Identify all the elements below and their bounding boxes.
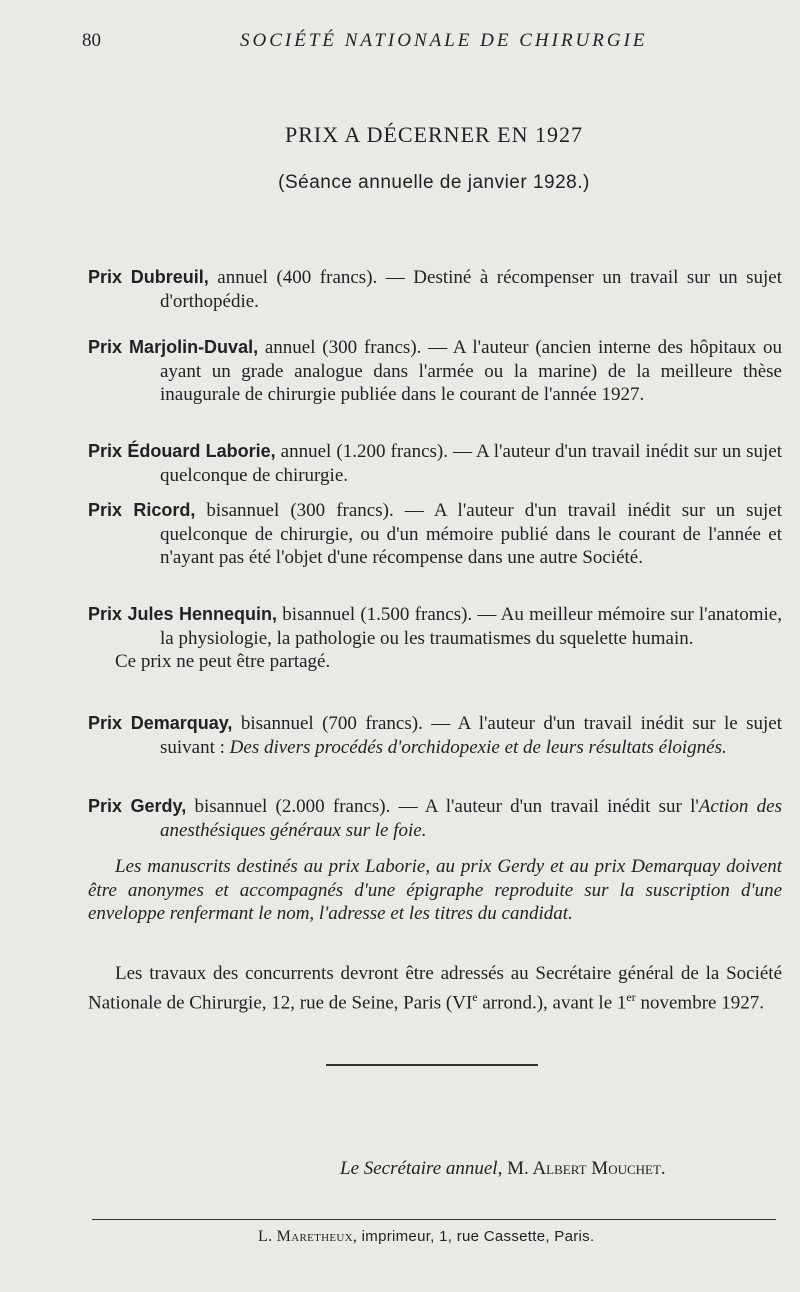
submission-text-2: arrond.), avant le 1 <box>477 991 627 1013</box>
prize-entry <box>88 499 782 570</box>
prize-entry <box>88 712 782 759</box>
signature-role: Le Secrétaire annuel, <box>340 1158 503 1179</box>
prize-name: Prix Édouard Laborie, <box>88 441 276 461</box>
date-superscript: er <box>626 989 636 1004</box>
printer-name: L. Maretheux, <box>258 1228 358 1245</box>
prize-entry <box>88 603 782 674</box>
signature-name: M. Albert Mouchet. <box>507 1158 666 1179</box>
section-subtitle: (Séance annuelle de janvier 1928.) <box>278 172 590 193</box>
printer-imprint <box>258 1228 594 1246</box>
submission-text: Les travaux des concurrents devront être adressés au Secrétaire général de la Société Nationale de Chirurgie, 12, rue de Seine, Paris (VI <box>88 963 782 1013</box>
prize-name: Prix Gerdy, <box>88 796 187 816</box>
prize-name: Prix Jules Hennequin, <box>88 604 278 624</box>
running-title: SOCIÉTÉ NATIONALE DE CHIRURGIE <box>240 30 648 51</box>
prize-name: Prix Ricord, <box>88 500 196 520</box>
prize-subject: Action des anesthésiques généraux sur le foie. <box>160 796 782 841</box>
prize-name: Prix Demarquay, <box>88 713 233 733</box>
prize-text: bisannuel (300 francs). — A l'auteur d'un travail inédit sur un sujet quelconque de chirurgie, ou d'un mémoire publié dans le courant de l'année et n'ayant pas été l'objet d'une récompense dans une autre Société. <box>160 500 783 569</box>
prize-text: annuel (300 francs). — A l'auteur (ancien interne des hôpitaux ou ayant un grade analogue dans l'armée ou la marine) de la meilleure thèse inaugurale de chirurgie publiée dans le courant de l'année 1927. <box>160 337 782 406</box>
prize-entry <box>88 795 782 842</box>
prize-text: annuel (1.200 francs). — A l'auteur d'un travail inédit sur un sujet quelconque de chirurgie. <box>160 441 783 486</box>
arrond-superscript: e <box>472 989 478 1004</box>
prize-text: bisannuel (1.500 francs). — Au meilleur mémoire sur l'anatomie, la physiologie, la pathologie ou les traumatismes du squelette humain. <box>160 604 782 649</box>
prize-note: Ce prix ne peut être partagé. <box>115 651 331 673</box>
signature <box>340 1158 666 1180</box>
prize-name: Prix Dubreuil, <box>88 267 209 287</box>
prize-entry <box>88 266 782 313</box>
page-number: 80 <box>82 30 101 51</box>
prize-subject: Des divers procédés d'orchidopexie et de leurs résultats éloignés. <box>229 736 727 758</box>
manuscripts-note: Les manuscrits destinés au prix Laborie, au prix Gerdy et au prix Demarquay doivent être anonymes et accompagnés d'une épigraphe reproduite sur la suscription d'une enveloppe renfermant le nom, l'adresse et les titres du candidat. <box>88 856 782 925</box>
submission-text-3: novembre 1927. <box>635 991 764 1013</box>
prize-text: bisannuel (2.000 francs). — A l'auteur d'un travail inédit sur l' <box>186 796 699 817</box>
printer-address: imprimeur, 1, rue Cassette, Paris. <box>357 1228 595 1245</box>
separator-rule <box>326 1064 538 1066</box>
footer-rule <box>92 1219 776 1220</box>
prize-text: annuel (400 francs). — Destiné à récompenser un travail sur un sujet d'orthopédie. <box>160 267 783 312</box>
prize-text: bisannuel (700 francs). — A l'auteur d'un travail inédit sur le sujet suivant : <box>160 713 782 758</box>
prize-entry <box>88 336 782 407</box>
submission-paragraph <box>88 962 782 1015</box>
prize-entry <box>88 440 782 487</box>
section-title: PRIX A DÉCERNER EN 1927 <box>284 122 584 147</box>
prize-name: Prix Marjolin-Duval, <box>88 337 259 357</box>
